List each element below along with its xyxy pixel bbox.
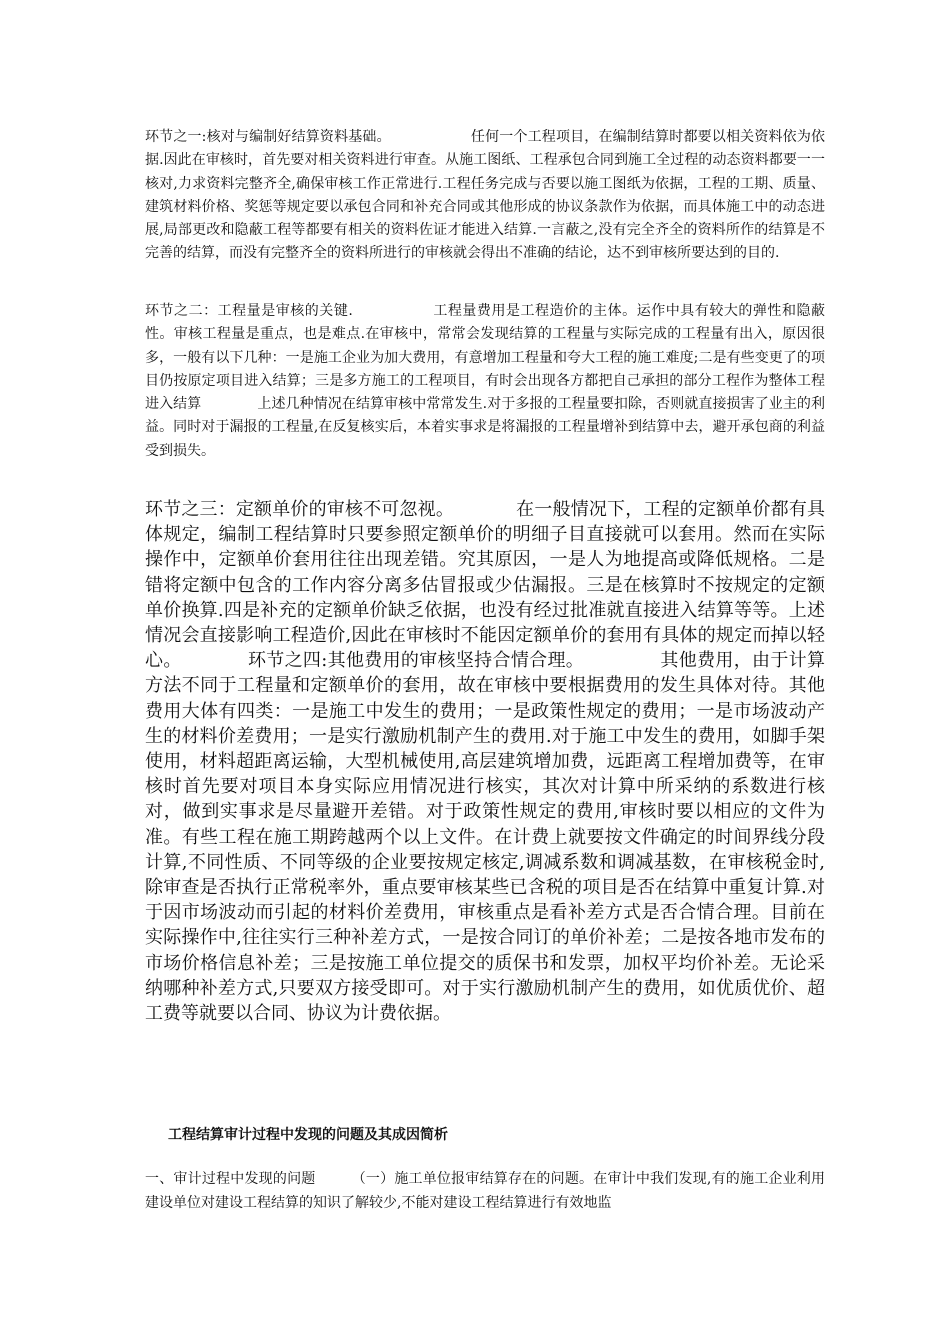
section-2-body: 工程量费用是工程造价的主体。运作中具有较大的弹性和隐蔽性。审核工程量是重点，也是难点.在审核中，常常会发现结算的工程量与实际完成的工程量有出入，原因很多，一般有以下几种：一是施工企业为加大费用，有意增加工程量和夸大工程的施工难度;二是有些变更了的项目仍按原定项目进入结算；三是多方施工的工程项目，有时会出现各方都把自己承担的部分工程作为整体工程进入结算 [145,303,826,413]
section-2-body-continued: 上述几种情况在结算审核中常常发生.对于多报的工程量要扣除，否则就直接损害了业主的利益。同时对于漏报的工程量,在反复核实后，本着实事求是将漏报的工程量增补到结算中去，避开承包商的利益受到损失。 [145,396,826,459]
part-1-title: 一、审计过程中发现的问题 [145,1171,316,1187]
section-3-body: 在一般情况下，工程的定额单价都有具体规定，编制工程结算时只要参照定额单价的明细子目直接就可以套用。然而在实际操作中，定额单价套用往往出现差错。究其原因，一是人为地提高或降低规格。二是错将定额中包含的工作内容分离多估冒报或少估漏报。三是在核算时不按规定的定额单价换算.四是补充的定额单价缺乏依据，也没有经过批准就直接进入结算等等。上述情况会直接影响工程造价,因此在审核时不能因定额单价的套用有具体的规定而掉以轻心。 [145,499,825,672]
section-4-title: 环节之四:其他费用的审核坚持合情合理。 [247,650,585,672]
section-2 [145,300,825,463]
section-3-title: 环节之三：定额单价的审核不可忽视。 [145,499,454,520]
article-heading: 工程结算审计过程中发现的问题及其成因简析 [168,1127,448,1143]
section-2-title: 环节之二：工程量是审核的关键. [145,303,353,319]
part-1 [145,1167,825,1215]
section-3-and-4 [145,497,825,1026]
part-1-subtitle: （一）施工单位报审结算存在的问题。 [351,1171,594,1187]
section-1 [145,126,825,266]
part-1-body: 在审计中我们发现,有的施工企业利用建设单位对建设工程结算的知识了解较少,不能对建设工程结算进行有效地监 [145,1171,826,1211]
section-1-body: 任何一个工程项目，在编制结算时都要以相关资料依为依据.因此在审核时，首先要对相关资料进行审查。从施工图纸、工程承包合同到施工全过程的动态资料都要一一核对,力求资料完整齐全,确保审核工作正常进行.工程任务完成与否要以施工图纸为依据，工程的工期、质量、建筑材料价格、奖惩等规定要以承包合同和补充合同或其他形成的协议条款作为依据，而具体施工中的动态进展,局部更改和隐蔽工程等都要有相关的资料佐证才能进入结算.一言蔽之,没有完全齐全的资料所作的结算是不完善的结算，而没有完整齐全的资料所进行的审核就会得出不准确的结论，达不到审核所要达到的目的. [145,129,825,262]
section-1-title: 环节之一:核对与编制好结算资料基础。 [145,129,391,145]
section-4-body: 其他费用，由于计算方法不同于工程量和定额单价的套用，故在审核中要根据费用的发生具体对待。其他费用大体有四类：一是施工中发生的费用；一是政策性规定的费用；一是市场波动产生的材料价差费用；一是实行激励机制产生的费用.对于施工中发生的费用，如脚手架使用，材料超距离运输，大型机械使用,高层建筑增加费，远距离工程增加费等，在审核时首先要对项目本身实际应用情况进行核实，其次对计算中所采纳的系数进行核对，做到实事求是尽量避开差错。对于政策性规定的费用,审核时要以相应的文件为准。有些工程在施工期跨越两个以上文件。在计费上就要按文件确定的时间界线分段计算,不同性质、不同等级的企业要按规定核定,调减系数和调减基数，在审核税金时,除审查是否执行正常税率外，重点要审核某些已含税的项目是否在结算中重复计算.对于因市场波动而引起的材料价差费用，审核重点是看补差方式是否合情合理。目前在实际操作中,往往实行三种补差方式，一是按合同订的单价补差；二是按各地市发布的市场价格信息补差；三是按施工单位提交的质保书和发票，加权平均价补差。无论采纳哪种补差方式,只要双方接受即可。对于实行激励机制产生的费用，如优质优价、超工费等就要以合同、协议为计费依据。 [145,650,825,1025]
